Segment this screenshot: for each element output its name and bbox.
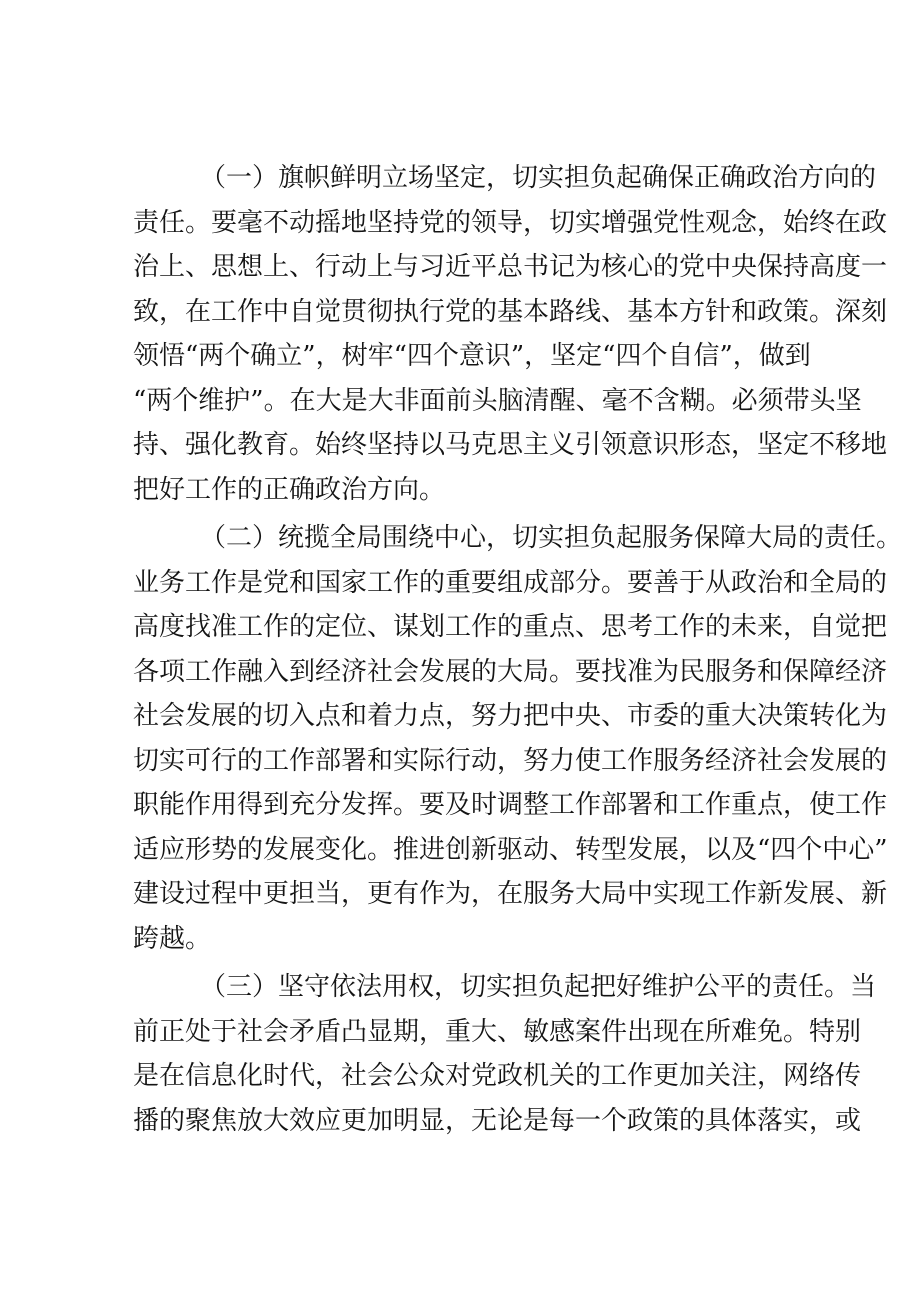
paragraph-2 xyxy=(133,516,903,961)
paragraph-line: 高度找准工作的定位、谋划工作的重点、思考工作的未来，自觉把 xyxy=(133,612,888,642)
paragraph-line: 适应形势的发展变化。推进创新驱动、转型发展，以及“四个中心” xyxy=(133,834,888,865)
paragraph-line: 职能作用得到充分发挥。要及时调整工作部署和工作重点，使工作 xyxy=(133,790,888,820)
paragraph-line: 跨越。 xyxy=(133,923,212,954)
paragraph-line: 把好工作的正确政治方向。 xyxy=(133,474,446,505)
paragraph-line: 播的聚焦放大效应更加明显，无论是每一个政策的具体落实，或 xyxy=(133,1105,862,1136)
paragraph-line: 业务工作是党和国家工作的重要组成部分。要善于从政治和全局的 xyxy=(133,567,888,598)
paragraph-line: 是在信息化时代，社会公众对党政机关的工作更加关注，网络传 xyxy=(133,1061,862,1091)
paragraph-3 xyxy=(133,965,877,1143)
paragraph-line: （三）坚守依法用权，切实担负起把好维护公平的责任。当 xyxy=(200,972,877,1002)
paragraph-line: 责任。要毫不动摇地坚持党的领导，切实增强党性观念，始终在政 xyxy=(133,207,888,238)
paragraph-line: 社会发展的切入点和着力点，努力把中央、市委的重大决策转化为 xyxy=(133,701,888,731)
paragraph-line: （二）统揽全局围绕中心，切实担负起服务保障大局的责任。 xyxy=(200,523,903,553)
paragraph-line: 切实可行的工作部署和实际行动，努力使工作服务经济社会发展的 xyxy=(133,745,888,776)
paragraph-line: 致，在工作中自觉贯彻执行党的基本路线、基本方针和政策。深刻 xyxy=(133,296,888,327)
paragraph-line: 治上、思想上、行动上与习近平总书记为核心的党中央保持高度一 xyxy=(133,252,888,282)
paragraph-line: 各项工作融入到经济社会发展的大局。要找准为民服务和保障经济 xyxy=(133,656,888,687)
paragraph-line: “两个维护”。在大是大非面前头脑清醒、毫不含糊。必须带头坚 xyxy=(133,385,862,416)
paragraph-line: 持、强化教育。始终坚持以马克思主义引领意识形态，坚定不移地 xyxy=(133,430,888,460)
paragraph-line: 领悟“两个确立”，树牢“四个意识”，坚定“四个自信”，做到 xyxy=(133,341,811,371)
paragraph-line: 前正处于社会矛盾凸显期，重大、敏感案件出现在所难免。特别 xyxy=(133,1016,862,1047)
document-body xyxy=(133,156,903,1143)
paragraph-line: （一）旗帜鲜明立场坚定，切实担负起确保正确政治方向的 xyxy=(200,163,877,193)
paragraph-1 xyxy=(133,156,888,512)
paragraph-line: 建设过程中更担当，更有作为，在服务大局中实现工作新发展、新 xyxy=(133,879,888,909)
